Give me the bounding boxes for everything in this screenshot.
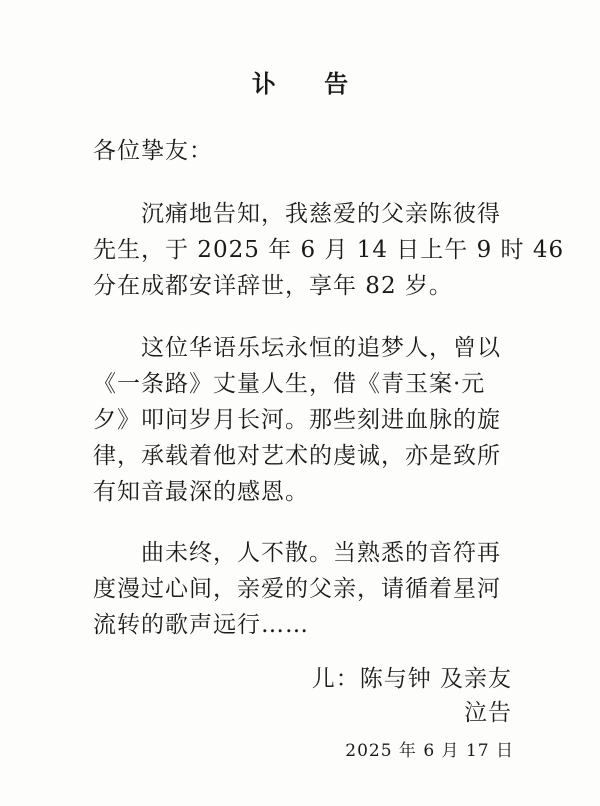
paragraph-line: 度漫过心间，亲爱的父亲，请循着星河 [93, 576, 501, 602]
signature-names: 儿：陈与钟 及亲友 [311, 666, 512, 692]
paragraph-line: 夕》叩问岁月长河。那些刻进血脉的旋 [93, 407, 501, 433]
salutation: 各位挚友： [93, 138, 213, 164]
paragraph-line: 《一条路》丈量人生，借《青玉案·元 [93, 371, 486, 397]
notice-date: 2025 年 6 月 17 日 [345, 741, 514, 761]
paragraph-announcement [93, 196, 565, 304]
paragraph-line: 曲未终，人不散。当熟悉的音符再 [93, 540, 501, 566]
signature-block [312, 662, 512, 730]
paragraph-line: 沉痛地告知，我慈爱的父亲陈彼得 [93, 201, 501, 227]
signature-closing: 泣告 [464, 700, 512, 726]
paragraph-line: 分在成都安详辞世，享年 82 岁。 [93, 273, 453, 299]
paragraph-line: 有知音最深的感恩。 [93, 479, 309, 505]
paragraph-line: 先生，于 2025 年 6 月 14 日上午 9 时 46 [93, 237, 565, 263]
paragraph-farewell [93, 535, 513, 643]
paragraph-tribute [93, 330, 513, 510]
paragraph-line: 这位华语乐坛永恒的追梦人，曾以 [93, 335, 501, 361]
paragraph-line: 流转的歌声远行…… [93, 612, 309, 638]
paragraph-line: 律，承载着他对艺术的虔诚，亦是致所 [93, 443, 501, 469]
notice-title: 讣 告 [251, 69, 369, 98]
